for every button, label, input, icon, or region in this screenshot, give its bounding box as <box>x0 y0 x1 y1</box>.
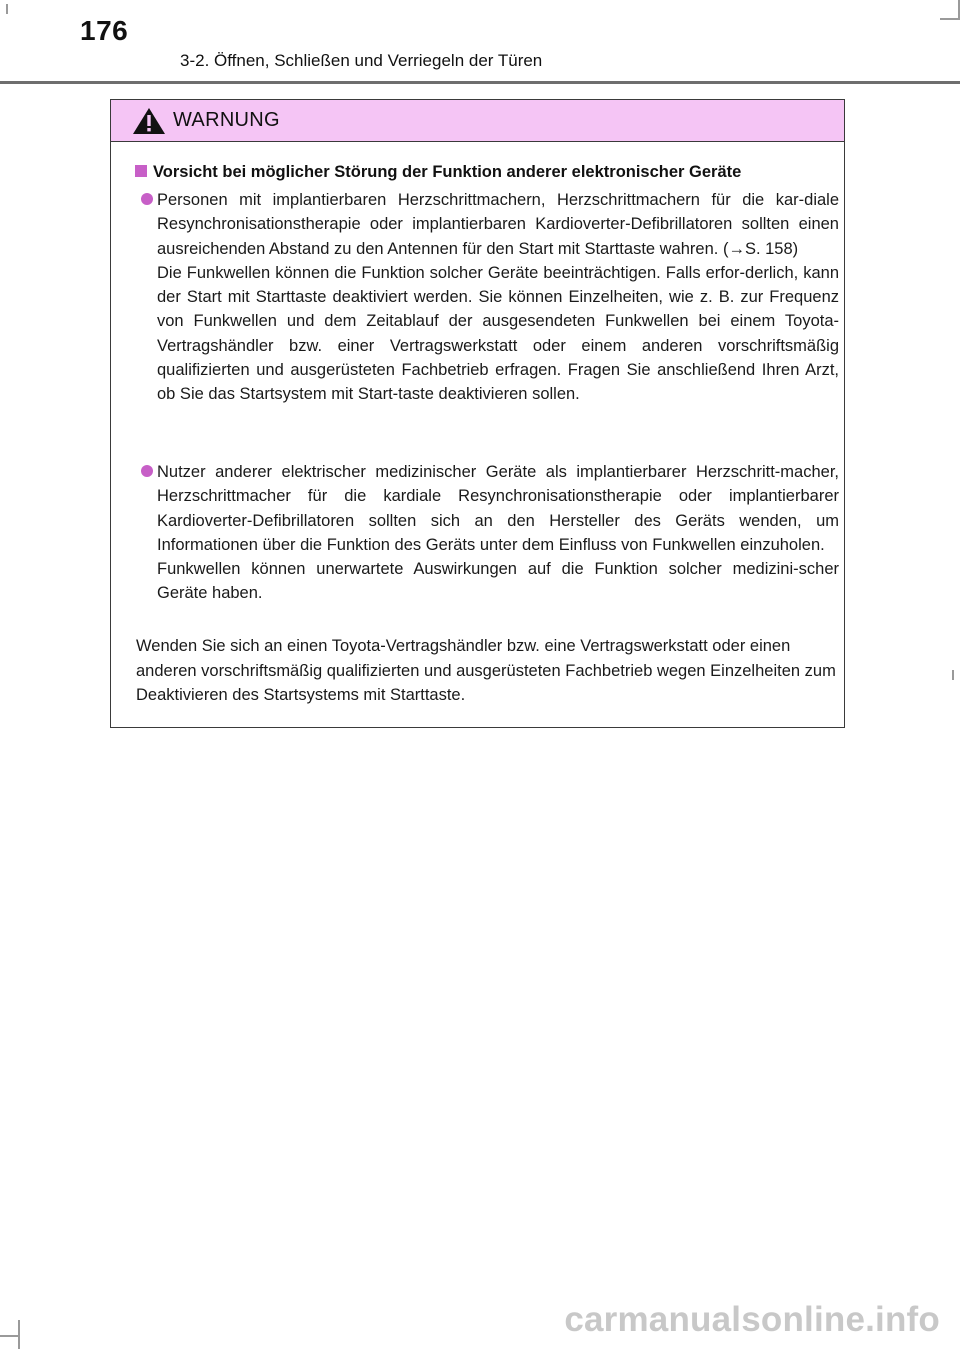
crop-mark <box>18 1320 20 1349</box>
warning-header <box>111 100 844 142</box>
square-bullet-icon <box>135 165 147 177</box>
bullet-paragraph: Funkwellen können unerwartete Auswirkungen auf die Funktion solcher medizini-scher Geräte haben. <box>157 560 839 603</box>
bullet-paragraph: Nutzer anderer elektrischer medizinischer Geräte als implantierbarer Herzschritt-macher, Herzschrittmacher für die kardiale Resynchronisationstherapie oder implantierbarer Kardioverter-Defibrillatoren sollten sich an den Hersteller des Geräts wenden, um Informationen über die Funktion des Geräts unter dem Einfluss von Funkwellen einzuholen. <box>157 463 839 554</box>
bullet-dot-icon <box>141 465 153 477</box>
bullet-text <box>157 460 839 606</box>
bullet-item <box>141 188 839 407</box>
subheading-text: Vorsicht bei möglicher Störung der Funktion anderer elektronischer Geräte <box>153 163 742 181</box>
warning-box <box>110 99 845 728</box>
warning-triangle-icon <box>132 107 166 135</box>
closing-paragraph: Wenden Sie sich an einen Toyota-Vertragshändler bzw. eine Vertragswerkstatt oder einen anderen vorschriftsmäßig qualifizierten und ausgerüsteten Fachbetrieb wegen Einzelheiten zum Deaktivieren des Startsystems mit Starttaste. <box>136 637 836 704</box>
watermark: carmanualsonline.info <box>564 1300 940 1339</box>
bullet-paragraph: Die Funkwellen können die Funktion solcher Geräte beeinträchtigen. Falls erfor-derlich, kann der Start mit Starttaste deaktiviert werden. Sie können Einzelheiten, wie z. B. zur Frequenz von Funkwellen und dem Zeitablauf der ausgesendeten Funkwellen bei einem Toyota-Vertragshändler bzw. einer Vertragswerkstatt oder einem anderen vorschriftsmäßig qualifizierten und ausgerüsteten Fachbetrieb erfragen. Fragen Sie anschließend Ihren Arzt, ob Sie das Startsystem mit Start-taste deaktivieren sollen. <box>157 263 839 404</box>
warning-subheading <box>135 162 825 182</box>
crop-mark <box>0 1335 18 1337</box>
crop-mark <box>940 18 960 20</box>
bullet-item <box>141 460 839 606</box>
header-rule <box>0 81 960 84</box>
bullet-text <box>157 188 839 407</box>
warning-label: WARNUNG <box>173 109 280 131</box>
page-number: 176 <box>80 15 129 46</box>
section-title: 3-2. Öffnen, Schließen und Verriegeln der Türen <box>180 51 543 70</box>
crop-mark <box>6 4 8 14</box>
crop-mark <box>952 670 954 680</box>
bullet-paragraph: Personen mit implantierbaren Herzschrittmachern, Herzschrittmachern für die kar-diale Resynchronisationstherapie oder implantierbaren Kardioverter-Defibrillatoren sollten einen ausreichenden Abstand zu den Antennen für den Start mit Starttaste wahren. (→S. 158) <box>157 191 839 258</box>
bullet-dot-icon <box>141 193 153 205</box>
